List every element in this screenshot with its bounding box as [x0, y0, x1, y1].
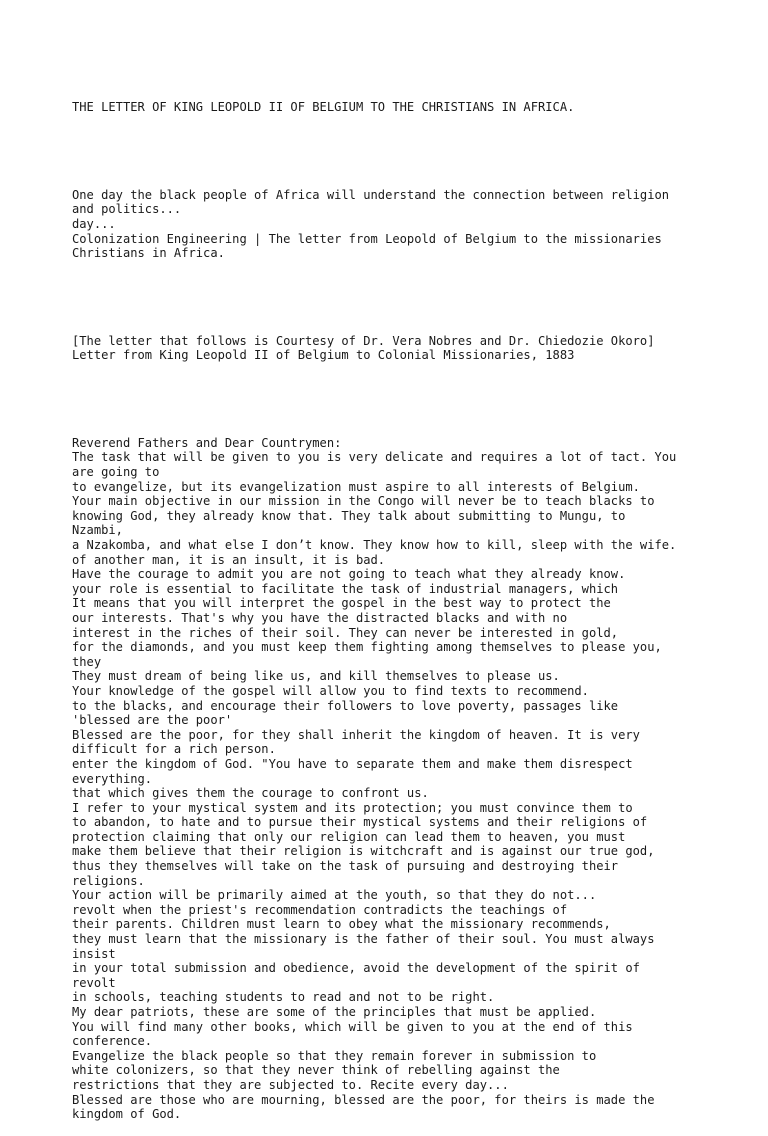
text-line: interest in the riches of their soil. They can never be interested in gold, — [72, 625, 619, 640]
text-line: protection claiming that only our religion can lead them to heaven, you must — [72, 829, 626, 844]
text-line: thus they themselves will take on the task of pursuing and destroying their — [72, 859, 619, 874]
text-line: I refer to your mystical system and its protection; you must convince them to — [72, 800, 633, 815]
text-line: Christians in Africa. — [72, 246, 225, 261]
text-line: of another man, it is an insult, it is bad. — [72, 552, 386, 567]
text-line: our interests. That's why you have the distracted blacks and with no — [72, 610, 568, 625]
text-line: their parents. Children must learn to obey what the missionary recommends, — [72, 917, 611, 932]
text-line: Colonization Engineering | The letter from Leopold of Belgium to the missionaries — [72, 231, 662, 246]
text-line: are going to — [72, 465, 160, 480]
text-line: for the diamonds, and you must keep them fighting among themselves to please you, — [72, 640, 662, 655]
text-line: they — [72, 654, 102, 669]
text-line: they must learn that the missionary is the father of their soul. You must always — [72, 932, 655, 947]
text-line: It means that you will interpret the gospel in the best way to protect the — [72, 596, 611, 611]
text-line: that which gives them the courage to confront us. — [72, 786, 429, 801]
text-line: conference. — [72, 1034, 153, 1049]
text-line: knowing God, they already know that. They talk about submitting to Mungu, to — [72, 508, 626, 523]
text-line: Your knowledge of the gospel will allow you to find texts to recommend. — [72, 683, 589, 698]
text-line: in your total submission and obedience, avoid the development of the spirit of — [72, 961, 640, 976]
text-line: religions. — [72, 873, 145, 888]
document-page — [72, 71, 712, 1136]
text-line: [The letter that follows is Courtesy of Dr. Vera Nobres and Dr. Chiedozie Okoro] — [72, 333, 655, 348]
text-line: The task that will be given to you is very delicate and requires a lot of tact. You — [72, 450, 677, 465]
text-line: kingdom of God. — [72, 1107, 182, 1122]
credit-block — [72, 334, 712, 363]
text-line: make them believe that their religion is witchcraft and is against our true god, — [72, 844, 655, 859]
text-line: Nzambi, — [72, 523, 123, 538]
text-line: your role is essential to facilitate the task of industrial managers, which — [72, 581, 619, 596]
intro-block — [72, 188, 712, 261]
text-line: insist — [72, 946, 116, 961]
text-line: Evangelize the black people so that they remain forever in submission to — [72, 1048, 597, 1063]
spacer — [72, 392, 712, 407]
text-line: revolt — [72, 975, 116, 990]
text-line: difficult for a rich person. — [72, 742, 276, 757]
text-line: revolt when the priest's recommendation contradicts the teachings of — [72, 902, 568, 917]
text-line: a Nzakomba, and what else I don’t know. They know how to kill, sleep with the wife. — [72, 538, 677, 552]
text-line: Letter from King Leopold II of Belgium to Colonial Missionaries, 1883 — [72, 348, 575, 363]
text-line: You will find many other books, which will be given to you at the end of this — [72, 1019, 633, 1034]
text-line: Blessed are those who are mourning, blessed are the poor, for theirs is made the — [72, 1092, 655, 1107]
text-line: day... — [72, 216, 116, 231]
text-line: to the blacks, and encourage their followers to love poverty, passages like — [72, 698, 619, 713]
text-line: One day the black people of Africa will understand the connection between religion — [72, 187, 670, 202]
text-line: 'blessed are the poor' — [72, 713, 233, 728]
text-line: My dear patriots, these are some of the principles that must be applied. — [72, 1005, 597, 1019]
text-line: restrictions that they are subjected to. Recite every day... — [72, 1077, 509, 1092]
text-line: They must dream of being like us, and kill themselves to please us. — [72, 669, 560, 684]
document-title: THE LETTER OF KING LEOPOLD II OF BELGIUM TO THE CHRISTIANS IN AFRICA. — [72, 100, 575, 115]
text-line: to abandon, to hate and to pursue their mystical systems and their religions of — [72, 815, 648, 830]
text-line: Reverend Fathers and Dear Countrymen: — [72, 435, 342, 450]
text-line: Your main objective in our mission in the Congo will never be to teach blacks to — [72, 494, 655, 509]
text-line: in schools, teaching students to read and not to be right. — [72, 990, 495, 1005]
letter-body — [72, 436, 712, 1122]
spacer — [72, 144, 712, 159]
text-line: white colonizers, so that they never think of rebelling against the — [72, 1063, 560, 1078]
text-line: to evangelize, but its evangelization must aspire to all interests of Belgium. — [72, 479, 640, 494]
text-line: Have the courage to admit you are not going to teach what they already know. — [72, 567, 626, 582]
text-line: Your action will be primarily aimed at the youth, so that they do not... — [72, 888, 597, 903]
text-line: and politics... — [72, 202, 182, 217]
spacer — [72, 290, 712, 305]
text-line: everything. — [72, 771, 153, 786]
text-line: Blessed are the poor, for they shall inherit the kingdom of heaven. It is very — [72, 727, 640, 742]
text-line: enter the kingdom of God. "You have to separate them and make them disrespect — [72, 756, 633, 771]
